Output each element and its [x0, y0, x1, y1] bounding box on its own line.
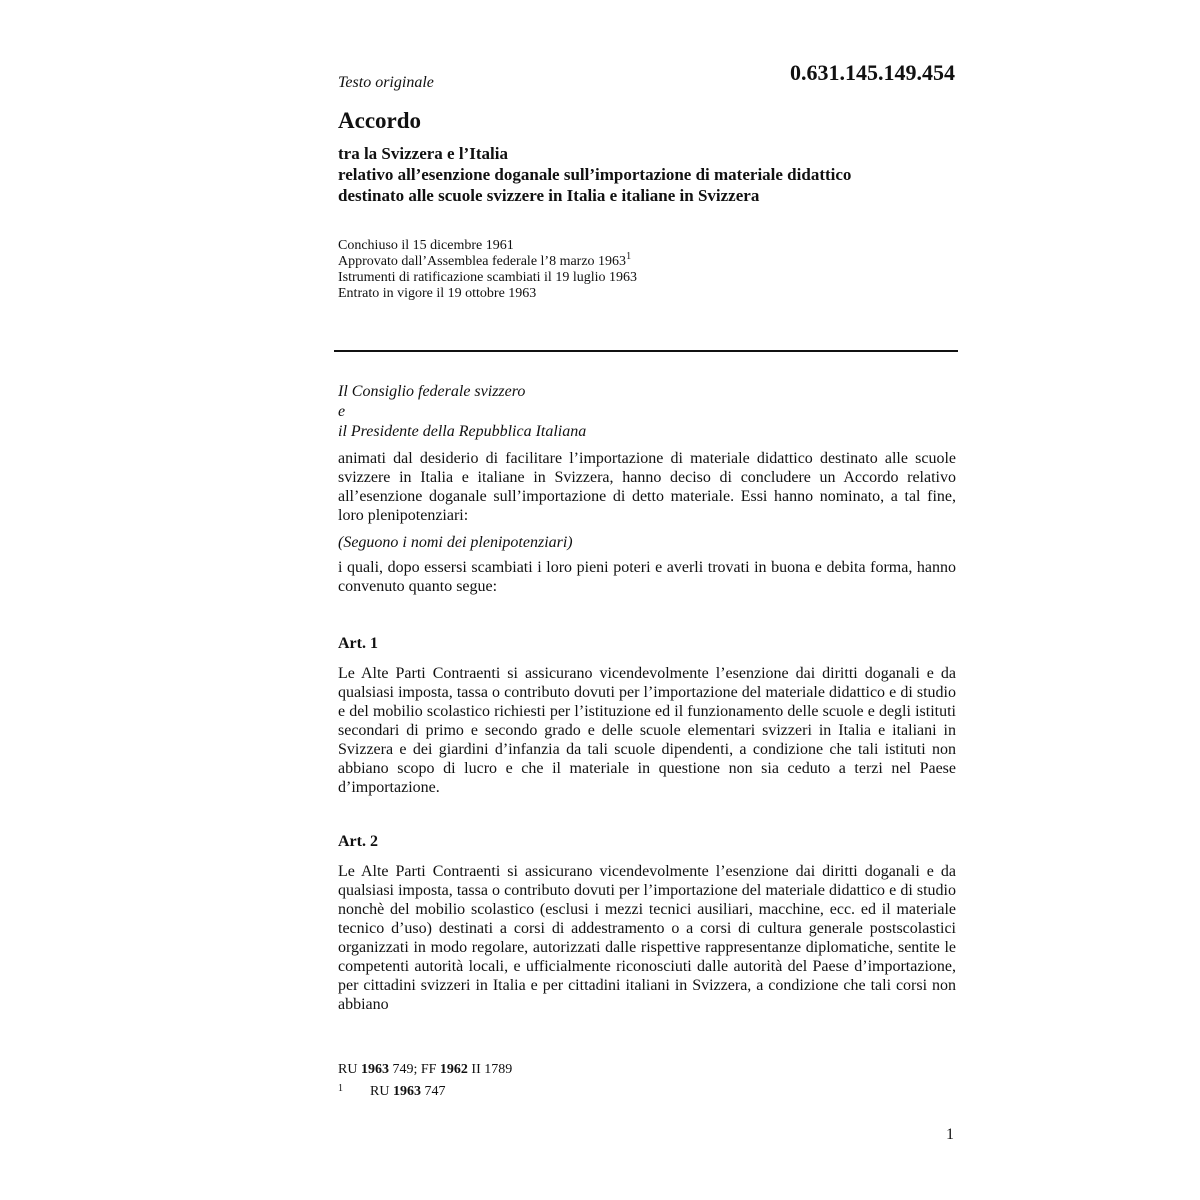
footnote-1: 1 RU 1963 747	[338, 1079, 512, 1101]
subtitle-line: relativo all’esenzione doganale sull’importazione di materiale didattico	[338, 165, 852, 184]
original-text-label: Testo originale	[338, 74, 434, 91]
page-number: 1	[946, 1126, 954, 1143]
approved-text: Approvato dall’Assemblea federale l’8 marzo 1963	[338, 254, 627, 269]
subtitle-line: tra la Svizzera e l’Italia	[338, 144, 508, 163]
subtitle-line: destinato alle scuole svizzere in Italia e italiane in Svizzera	[338, 186, 760, 205]
document-subtitle	[338, 143, 978, 206]
conjunction: e	[338, 403, 346, 420]
article-2-heading: Art. 2	[338, 833, 378, 850]
source-reference: RU 1963 749; FF 1962 II 1789	[338, 1062, 513, 1077]
in-force-date: Entrato in vigore il 19 ottobre 1963	[338, 286, 537, 301]
concluded-date: Conchiuso il 15 dicembre 1961	[338, 238, 514, 253]
dates-block	[338, 238, 637, 302]
party-1: Il Consiglio federale svizzero	[338, 383, 526, 400]
article-1-text: Le Alte Parti Contraenti si assicurano vicendevolmente l’esenzione dai diritti doganali e da qualsiasi imposta, tassa o contributo dovuti per l’importazione del materiale didattico e di studio e del mobilio scolastico richiesti per l’istituzione ed il funzionamento delle scuole e degli istituti secondari di primo e secondo grado e delle scuole elementari svizzeri in Italia e italiani in Svizzera e dei giardini d’infanzia da tali scuole dipendenti, a condizione che tali istituti non abbiano scopo di lucro e che il materiale in questione non sia ceduto a terzi nel Paese d’importazione.	[338, 665, 956, 796]
article-1-heading: Art. 1	[338, 635, 378, 652]
horizontal-rule	[334, 350, 958, 352]
plenipotentiaries-note: (Seguono i nomi dei plenipotenziari)	[338, 534, 573, 551]
footnote-ref: 1	[626, 251, 632, 262]
preamble-paragraph: animati dal desiderio di facilitare l’importazione di materiale didattico destinato alle scuole svizzere in Italia e italiane in Svizzera, hanno deciso di concludere un Accordo relativo all’esenzione doganale sull’importazione di detto materiale. Essi hanno nominato, a tal fine, loro plenipotenziari:	[338, 450, 956, 524]
preamble	[338, 382, 956, 596]
sr-number: 0.631.145.149.454	[790, 60, 955, 85]
footnote-number: 1	[338, 1083, 343, 1094]
ratification-date: Istrumenti di ratificazione scambiati il 19 luglio 1963	[338, 270, 637, 285]
article-2-text: Le Alte Parti Contraenti si assicurano vicendevolmente l’esenzione dai diritti doganali e da qualsiasi imposta, tassa o contributo dovuti per l’importazione del materiale didattico e di studio nonchè del mobilio scolastico (esclusi i mezzi tecnici ausiliari, macchine, ecc. ed il materiale tecnico d’uso) destinati a corsi di addestramento o a corsi di cultura generale postscolastici organizzati in modo regolare, autorizzati dalle rispettive rappresentanze diplomatiche, sentite le competenti autorità locali, e ufficialmente riconosciuti dalle autorità del Paese d’importazione, per cittadini svizzeri in Italia e per cittadini italiani in Svizzera, a condizione che tali corsi non abbiano	[338, 863, 956, 1013]
document-title: Accordo	[338, 108, 422, 133]
preamble-closing: i quali, dopo essersi scambiati i loro pieni poteri e averli trovati in buona e debita forma, hanno convenuto quanto segue:	[338, 559, 956, 595]
party-2: il Presidente della Repubblica Italiana	[338, 423, 587, 440]
footnotes	[338, 1060, 512, 1101]
approved-date	[338, 251, 637, 270]
